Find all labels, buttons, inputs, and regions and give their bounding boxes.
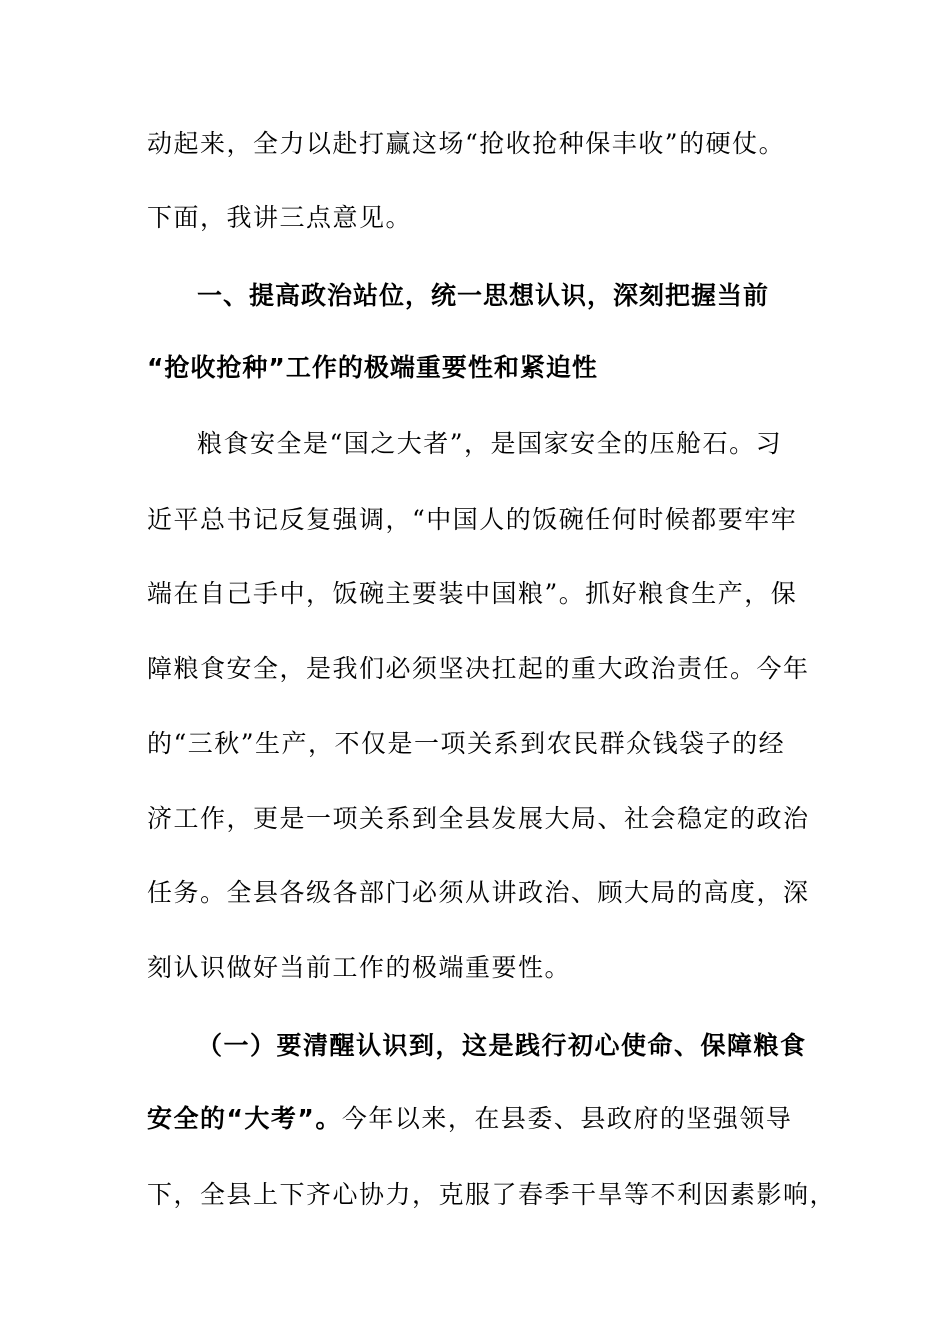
- paragraph-line: 粮食安全是“国之大者”，是国家安全的压舱石。习: [197, 429, 783, 458]
- subsection-heading-line-1: （一）要清醒认识到，这是践行初心使命、保障粮食: [197, 1031, 807, 1060]
- subsection-text: 今年以来，在县委、县政府的坚强领导: [341, 1104, 793, 1133]
- paragraph-line: 端在自己手中，饭碗主要装中国粮”。抓好粮食生产，保: [147, 579, 798, 608]
- paragraph-line: 济工作，更是一项关系到全县发展大局、社会稳定的政治: [147, 804, 810, 833]
- paragraph-line: 刻认识做好当前工作的极端重要性。: [147, 953, 572, 982]
- section-heading-line-1: 一、提高政治站位，统一思想认识，深刻把握当前: [197, 281, 770, 310]
- subsection-heading-tail: 安全的“大考”。: [147, 1104, 342, 1133]
- paragraph-line: 的“三秋”生产，不仅是一项关系到农民群众钱袋子的经: [147, 729, 786, 758]
- section-heading-line-2: “抢收抢种”工作的极端重要性和紧迫性: [147, 353, 598, 382]
- paragraph-line: 障粮食安全，是我们必须坚决扛起的重大政治责任。今年: [147, 654, 810, 683]
- intro-line-2: 下面，我讲三点意见。: [147, 203, 413, 232]
- intro-line-1: 动起来，全力以赴打赢这场“抢收抢种保丰收”的硬仗。: [147, 129, 786, 158]
- paragraph-line: 近平总书记反复强调，“中国人的饭碗任何时候都要牢牢: [147, 505, 798, 534]
- subsection-line-2: [147, 1103, 827, 1135]
- paragraph-line: 任务。全县各级各部门必须从讲政治、顾大局的高度，深: [147, 878, 810, 907]
- subsection-line-3: 下，全县上下齐心协力，克服了春季干旱等不利因素影响，: [147, 1180, 837, 1209]
